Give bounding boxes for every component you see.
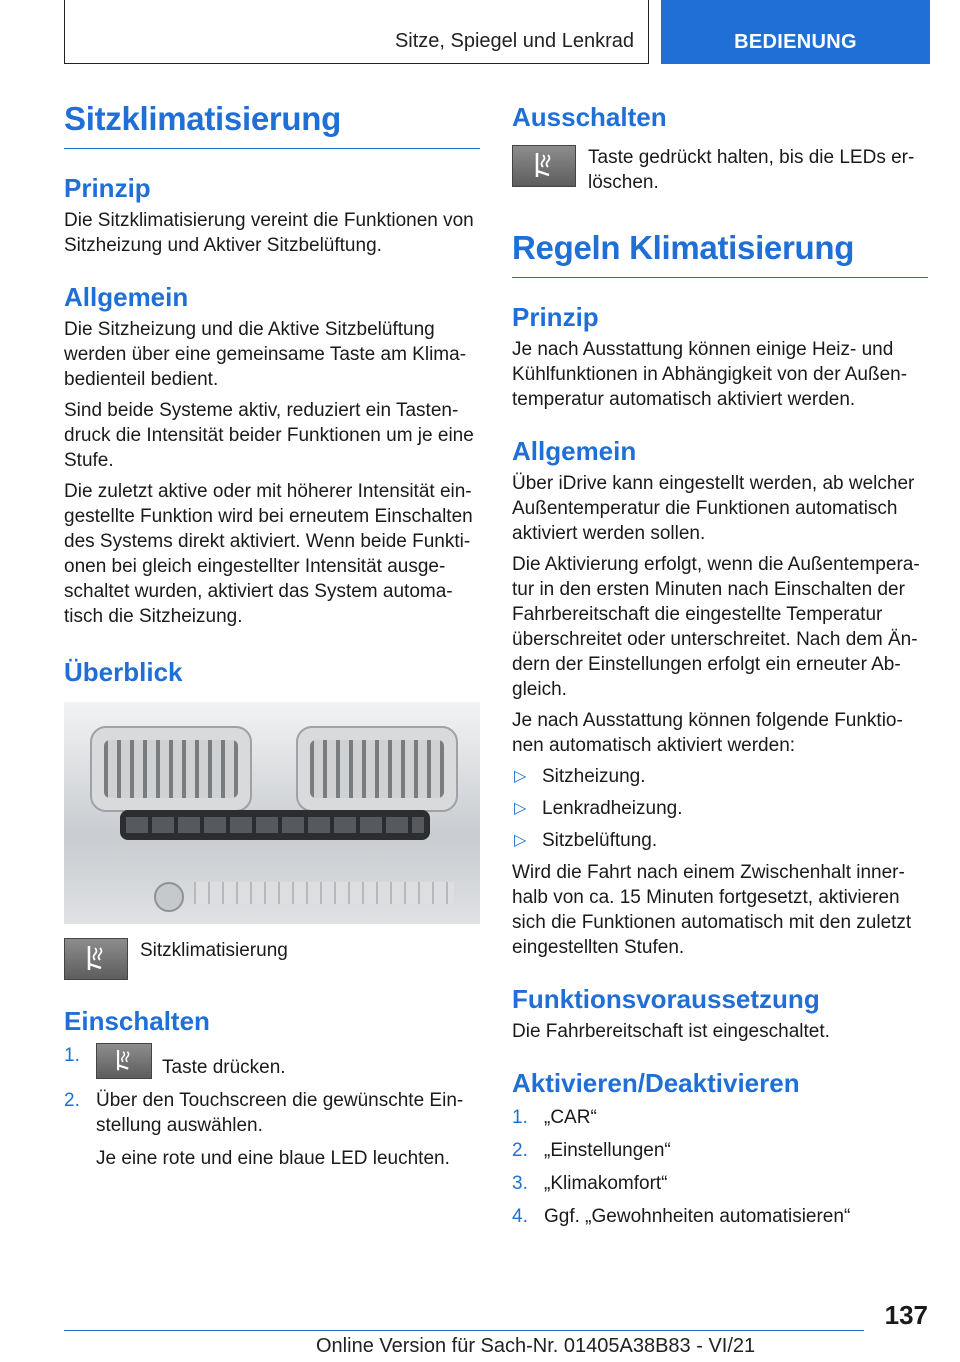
climate-console-image [64, 702, 480, 924]
left-column [64, 100, 480, 1179]
header-chapter-tab [661, 0, 930, 64]
step-number: 3. [512, 1173, 528, 1194]
auto-functions-list [512, 764, 928, 853]
paragraph-allgemein-3: Je nach Ausstattung können folgende Funktio-nen automatisch aktiviert werden: [512, 710, 903, 756]
heading-allgemein: Allgemein [64, 282, 189, 312]
aktivieren-steps [512, 1105, 928, 1229]
triangle-bullet-icon: ▷ [514, 800, 527, 817]
list-item [512, 1105, 928, 1130]
heading-prinzip: Prinzip [64, 173, 151, 203]
triangle-bullet-icon: ▷ [514, 832, 527, 849]
paragraph-prinzip: Die Sitzklimatisierung vereint die Funktionen von Sitzheizung und Aktiver Sitzbelüftung. [64, 210, 474, 256]
left-air-vent [90, 726, 252, 812]
step-number: 1. [512, 1107, 528, 1128]
list-item [512, 828, 928, 853]
section-title-sitzklimatisierung: Sitzklimatisierung [64, 100, 480, 149]
list-item [512, 764, 928, 789]
header-section-title: Sitze, Spiegel und Lenkrad [394, 30, 634, 52]
list-item-text: Lenkradheizung. [542, 798, 683, 819]
paragraph-allgemein-1: Die Sitzheizung und die Aktive Sitzbelüftung werden über eine gemeinsame Taste am Klima-bedienteil bedient. [64, 319, 467, 390]
page-header [64, 0, 930, 64]
step-number: 4. [512, 1206, 528, 1227]
seat-climate-icon [96, 1043, 152, 1079]
climate-control-panel [120, 810, 430, 840]
header-chapter-label: BEDIENUNG [734, 31, 857, 53]
console-grille [194, 882, 454, 904]
heading-aktivieren-deaktivieren: Aktivieren/Deaktivieren [512, 1068, 800, 1098]
seat-climate-icon [512, 145, 576, 187]
right-column [512, 100, 928, 1237]
step-number: 2. [64, 1090, 80, 1111]
paragraph-ausschalten: Taste gedrückt halten, bis die LEDs er-löschen. [588, 147, 915, 193]
header-section-box [64, 0, 649, 64]
list-item [512, 796, 928, 821]
step-text: „Klimakomfort“ [544, 1173, 668, 1194]
step-text: „CAR“ [544, 1107, 597, 1128]
heading-einschalten: Einschalten [64, 1006, 210, 1036]
step-text: Über den Touchscreen die gewünschte Ein-stellung auswählen. [96, 1090, 464, 1136]
list-item [512, 1138, 928, 1163]
einschalten-steps [64, 1043, 480, 1171]
paragraph-allgemein-2: Sind beide Systeme aktiv, reduziert ein Tasten-druck die Intensität beider Funktionen um je eine Stufe. [64, 400, 474, 471]
paragraph-allgemein-2: Die Aktivierung erfolgt, wenn die Außentempera-tur in den ersten Minuten nach Einschalten der Fahrbereitschaft die eingestellte Temperatur überschreitet oder unterschreitet. Nach dem Än-dern der Einstellungen erfolgt ein erneuter Ab-gleich. [512, 554, 920, 700]
paragraph-allgemein-3: Die zuletzt aktive oder mit höherer Intensität ein-gestellte Funktion wird bei erneutem Einschalten des Systems direkt aktiviert. Wenn beide Funkti-onen bei gleich eingestellter Intensität ausge-schaltet wurden, aktiviert das System automa-tisch die Sitzheizung. [64, 481, 473, 627]
step-number: 1. [64, 1045, 80, 1066]
seat-climate-icon [64, 938, 128, 980]
list-item [512, 1171, 928, 1196]
ausschalten-row [512, 145, 928, 195]
list-item [64, 1088, 480, 1171]
list-item-text: Sitzheizung. [542, 766, 646, 787]
section-title-regeln-klimatisierung: Regeln Klimatisierung [512, 229, 928, 278]
paragraph-funktionsvoraussetzung: Die Fahrbereitschaft ist eingeschaltet. [512, 1021, 830, 1042]
triangle-bullet-icon: ▷ [514, 768, 527, 785]
paragraph-allgemein-4: Wird die Fahrt nach einem Zwischenhalt inner-halb von ca. 15 Minuten fortgesetzt, aktivieren sich die Funktionen automatisch mit den zuletzt eingestellten Stufen. [512, 862, 912, 958]
step-number: 2. [512, 1140, 528, 1161]
footer-divider [64, 1330, 864, 1331]
icon-caption: Sitzklimatisierung [140, 940, 288, 961]
heading-prinzip: Prinzip [512, 302, 599, 332]
list-item [512, 1204, 928, 1229]
heading-ueberblick: Überblick [64, 657, 183, 687]
list-item-text: Sitzbelüftung. [542, 830, 658, 851]
volume-knob [154, 882, 184, 912]
step-text: „Einstellungen“ [544, 1140, 671, 1161]
icon-caption-row [64, 938, 480, 980]
paragraph-prinzip: Je nach Ausstattung können einige Heiz- und Kühlfunktionen in Abhängigkeit von der Außen-temperatur automatisch aktiviert werden. [512, 339, 908, 410]
list-item [64, 1043, 480, 1080]
footer-text: Online Version für Sach-Nr. 01405A38B83 - VI/21 [316, 1335, 756, 1357]
heading-funktionsvoraussetzung: Funktionsvoraussetzung [512, 984, 820, 1014]
heading-ausschalten: Ausschalten [512, 102, 667, 132]
page-number: 137 [884, 1300, 928, 1330]
paragraph-allgemein-1: Über iDrive kann eingestellt werden, ab welcher Außentemperatur die Funktionen automatisch aktiviert werden sollen. [512, 473, 915, 544]
step-note: Je eine rote und eine blaue LED leuchten. [96, 1148, 450, 1169]
heading-allgemein: Allgemein [512, 436, 637, 466]
right-air-vent [296, 726, 458, 812]
step-text: Ggf. „Gewohnheiten automatisieren“ [544, 1206, 851, 1227]
step-text: Taste drücken. [162, 1057, 286, 1078]
